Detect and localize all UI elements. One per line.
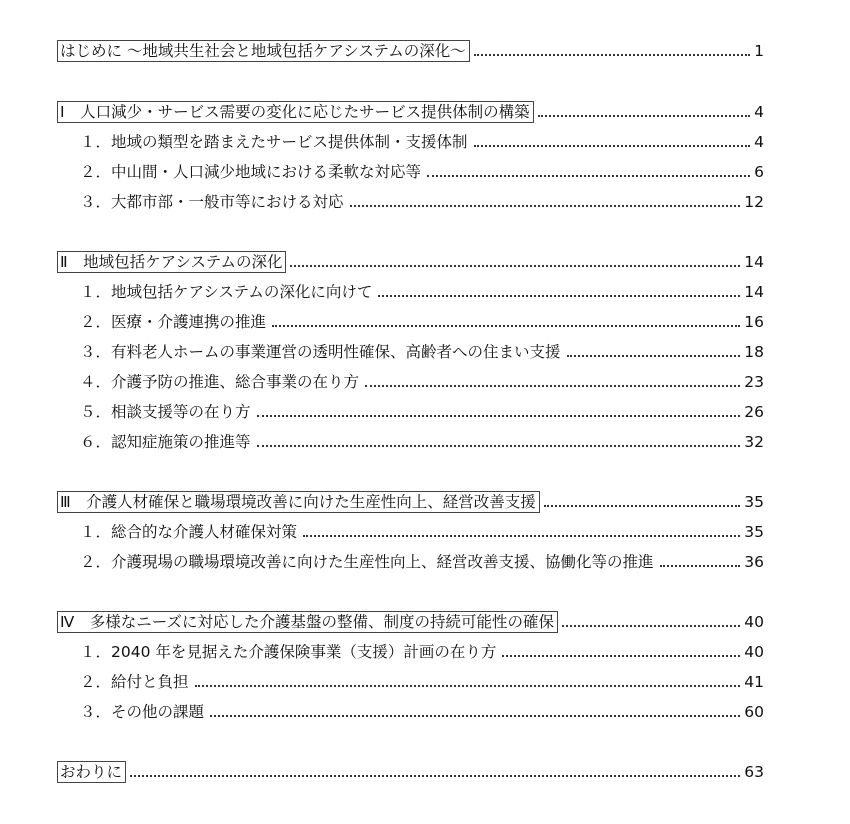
dot-leader [130, 775, 740, 777]
toc-entry-intro[interactable] [0, 36, 850, 66]
toc-entry-title[interactable]: ２．中山間・人口減少地域における柔軟な対応等 [80, 163, 422, 181]
toc-entry-page: 23 [740, 372, 764, 392]
toc-entry-title[interactable]: ３．大都市部・一般市等における対応 [80, 193, 344, 211]
toc-entry-title[interactable]: ５．相談支援等の在り方 [80, 403, 251, 421]
toc-entry-1-2[interactable] [0, 157, 850, 187]
dot-leader [474, 54, 750, 56]
toc-entry-title[interactable]: ３．その他の課題 [80, 703, 205, 721]
toc-entry-title[interactable]: ３．有料老人ホームの事業運営の透明性確保、高齢者への住まい支援 [80, 343, 561, 361]
toc-entry-page: 63 [740, 762, 764, 782]
toc-entry-page: 4 [750, 132, 764, 152]
toc-entry-1-3[interactable] [0, 187, 850, 217]
dot-leader [303, 535, 740, 537]
dot-leader [257, 445, 740, 447]
dot-leader [257, 415, 740, 417]
dot-leader [502, 655, 740, 657]
dot-leader [350, 205, 740, 207]
toc-entry-title[interactable]: １．総合的な介護人材確保対策 [80, 523, 298, 541]
toc-entry-page: 12 [740, 192, 764, 212]
toc-entry-4-1[interactable] [0, 637, 850, 667]
toc-entry-2-5[interactable] [0, 397, 850, 427]
dot-leader [544, 505, 740, 507]
toc-entry-section-4[interactable] [0, 607, 850, 637]
toc-entry-title[interactable]: Ⅱ 地域包括ケアシステムの深化 [57, 251, 286, 273]
toc-entry-page: 40 [740, 612, 764, 632]
toc-entry-2-3[interactable] [0, 337, 850, 367]
dot-leader [567, 355, 740, 357]
toc-entry-title[interactable]: はじめに ～地域共生社会と地域包括ケアシステムの深化～ [57, 40, 470, 62]
toc-entry-page: 1 [750, 41, 764, 61]
toc-entry-title[interactable]: ２．給付と負担 [80, 673, 189, 691]
dot-leader [195, 685, 740, 687]
dot-leader [290, 265, 740, 267]
toc-entry-outro[interactable] [0, 757, 850, 787]
toc-entry-title[interactable]: １．地域包括ケアシステムの深化に向けて [80, 283, 373, 301]
dot-leader [272, 325, 740, 327]
toc-entry-4-2[interactable] [0, 667, 850, 697]
toc-entry-title[interactable]: Ⅲ 介護人材確保と職場環境改善に向けた生産性向上、経営改善支援 [57, 491, 540, 513]
dot-leader [538, 115, 750, 117]
toc-entry-2-6[interactable] [0, 427, 850, 457]
toc-entry-page: 40 [740, 642, 764, 662]
toc-entry-section-2[interactable] [0, 247, 850, 277]
toc-entry-3-2[interactable] [0, 547, 850, 577]
toc-entry-title[interactable]: １．地域の類型を踏まえたサービス提供体制・支援体制 [80, 133, 468, 151]
toc-entry-page: 36 [740, 552, 764, 572]
toc-entry-2-1[interactable] [0, 277, 850, 307]
toc-entry-page: 6 [750, 162, 764, 182]
toc-entry-section-1[interactable] [0, 97, 850, 127]
toc-entry-page: 14 [740, 252, 764, 272]
dot-leader [474, 145, 750, 147]
toc-entry-2-4[interactable] [0, 367, 850, 397]
toc-entry-page: 26 [740, 402, 764, 422]
toc-entry-page: 60 [740, 702, 764, 722]
toc-entry-4-3[interactable] [0, 697, 850, 727]
toc-entry-page: 35 [740, 522, 764, 542]
toc-entry-page: 14 [740, 282, 764, 302]
toc-entry-title[interactable]: おわりに [57, 761, 126, 783]
toc-entry-title[interactable]: ２．医療・介護連携の推進 [80, 313, 267, 331]
dot-leader [660, 565, 740, 567]
dot-leader [365, 385, 740, 387]
toc-entry-title[interactable]: ２．介護現場の職場環境改善に向けた生産性向上、経営改善支援、協働化等の推進 [80, 553, 654, 571]
dot-leader [210, 715, 740, 717]
toc-entry-page: 18 [740, 342, 764, 362]
dot-leader [378, 295, 740, 297]
dot-leader [562, 625, 740, 627]
dot-leader [427, 175, 750, 177]
toc-entry-page: 4 [750, 102, 764, 122]
toc-entry-title[interactable]: １．2040 年を見据えた介護保険事業（支援）計画の在り方 [80, 643, 497, 661]
toc-entry-title[interactable]: ６．認知症施策の推進等 [80, 433, 251, 451]
toc-entry-page: 16 [740, 312, 764, 332]
toc-entry-page: 35 [740, 492, 764, 512]
toc-entry-title[interactable]: Ⅳ 多様なニーズに対応した介護基盤の整備、制度の持続可能性の確保 [57, 611, 558, 633]
toc-entry-section-3[interactable] [0, 487, 850, 517]
toc-entry-2-2[interactable] [0, 307, 850, 337]
toc-entry-title[interactable]: ４．介護予防の推進、総合事業の在り方 [80, 373, 360, 391]
toc-entry-page: 41 [740, 672, 764, 692]
toc-entry-3-1[interactable] [0, 517, 850, 547]
toc-entry-title[interactable]: Ⅰ 人口減少・サービス需要の変化に応じたサービス提供体制の構築 [57, 101, 534, 123]
toc-entry-page: 32 [740, 432, 764, 452]
toc-entry-1-1[interactable] [0, 127, 850, 157]
